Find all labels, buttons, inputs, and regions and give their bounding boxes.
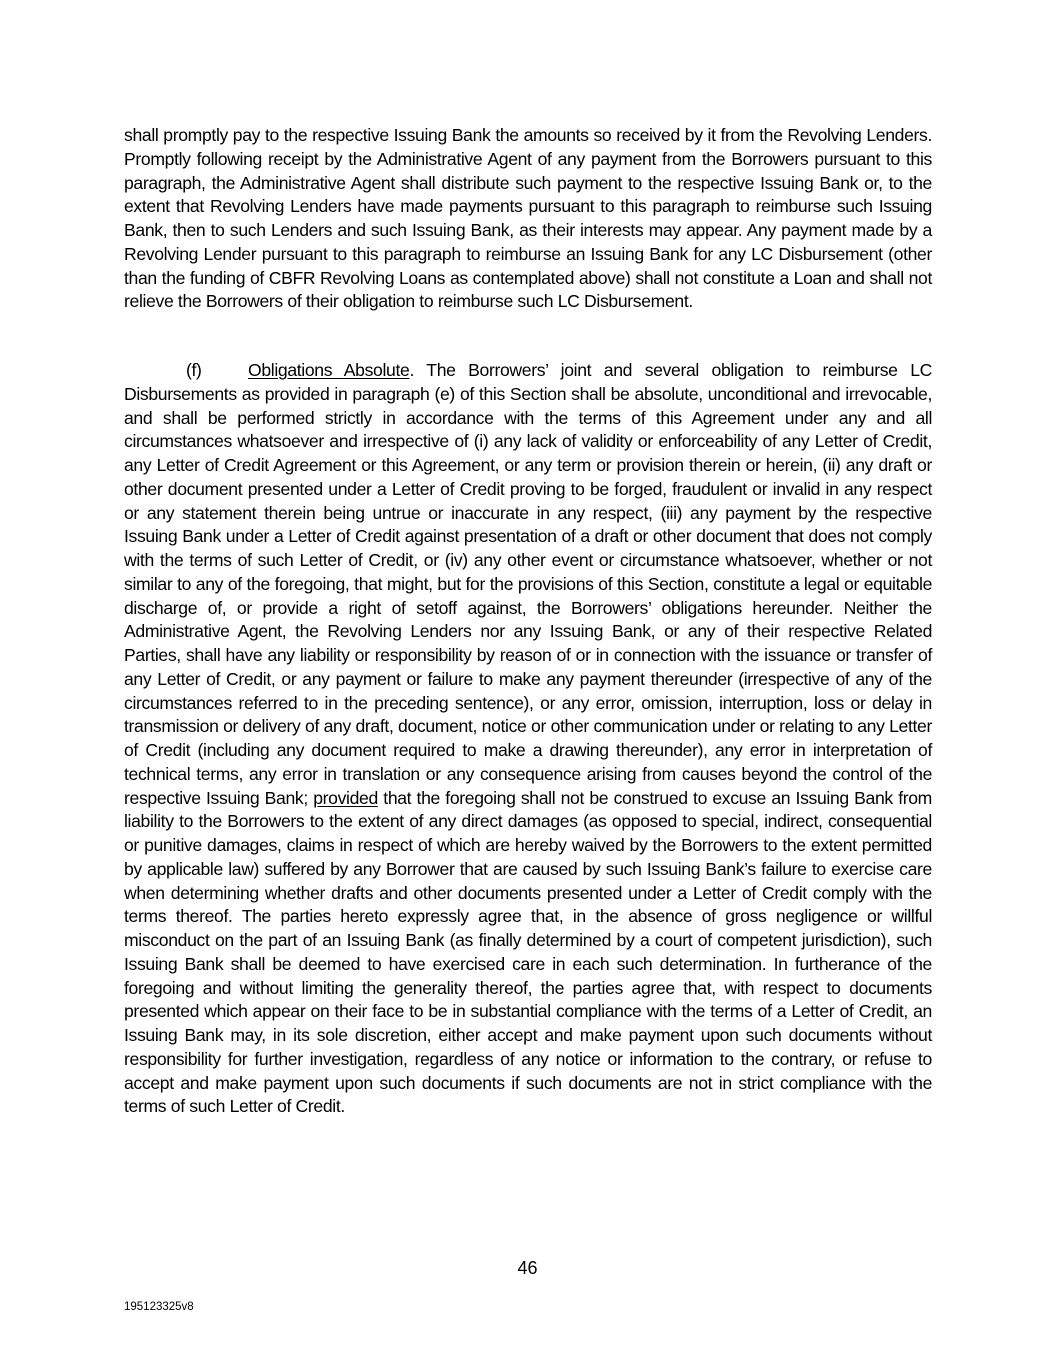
section-heading: Obligations Absolute [248,360,410,380]
paragraph-2-text-part-1: The Borrowers’ joint and several obligation to reimburse LC Disbursements as provided in paragraph (e) of this Section shall be absolute, unconditional and irrevocable, and shall be performed strictly in accordance with the terms of this Agreement under any and all circumstances whatsoever and irrespective of (i) any lack of validity or enforceability of any Letter of Credit, any Letter of Credit Agreement or this Agreement, or any term or provision therein or herein, (ii) any draft or other document presented under a Letter of Credit proving to be forged, fraudulent or invalid in any respect or any statement therein being untrue or inaccurate in any respect, (iii) any payment by the respective Issuing Bank under a Letter of Credit against presentation of a draft or other document that does not comply with the terms of such Letter of Credit, or (iv) any other event or circumstance whatsoever, whether or not similar to any of the foregoing, that might, but for the provisions of this Section, constitute a legal or equitable discharge of, or provide a right of setoff against, the Borrowers’ obligations hereunder. Neither the Administrative Agent, the Revolving Lenders nor any Issuing Bank, or any of their respective Related Parties, shall have any liability or responsibility by reason of or in connection with the issuance or transfer of any Letter of Credit, or any payment or failure to make any payment thereunder (irrespective of any of the circumstances referred to in the preceding sentence), or any error, omission, interruption, loss or delay in transmission or delivery of any draft, document, notice or other communication under or relating to any Letter of Credit (including any document required to make a drawing thereunder), any error in interpretation of technical terms, any error in translation or any consequence arising from causes beyond the control of the respective Issuing Bank; [124,360,933,808]
paragraph-obligations-absolute [124,359,932,1119]
paragraph-1-text: shall promptly pay to the respective Issuing Bank the amounts so received by it from the Revolving Lenders. Promptly following receipt by the Administrative Agent of any payment from the Borrowers pursuant to this paragraph, the Administrative Agent shall distribute such payment to the respective Issuing Bank or, to the extent that Revolving Lenders have made payments pursuant to this paragraph to reimburse such Issuing Bank, then to such Lenders and such Issuing Bank, as their interests may appear. Any payment made by a Revolving Lender pursuant to this paragraph to reimburse an Issuing Bank for any LC Disbursement (other than the funding of CBFR Revolving Loans as contemplated above) shall not constitute a Loan and shall not relieve the Borrowers of their obligation to reimburse such LC Disbursement. [124,125,932,312]
document-id: 195123325v8 [124,1301,194,1313]
paragraph-2-text-part-2: that the foregoing shall not be construed to excuse an Issuing Bank from liability to the Borrowers to the extent of any direct damages (as opposed to special, indirect, consequential or punitive damages, claims in respect of which are hereby waived by the Borrowers to the extent permitted by applicable law) suffered by any Borrower that are caused by such Issuing Bank’s failure to exercise care when determining whether drafts and other documents presented under a Letter of Credit comply with the terms thereof. The parties hereto expressly agree that, in the absence of gross negligence or willful misconduct on the part of an Issuing Bank (as finally determined by a court of competent jurisdiction), such Issuing Bank shall be deemed to have exercised care in each such determination. In furtherance of the foregoing and without limiting the generality thereof, the parties agree that, with respect to documents presented which appear on their face to be in substantial compliance with the terms of a Letter of Credit, an Issuing Bank may, in its sole discretion, either accept and make payment upon such documents without responsibility for further investigation, regardless of any notice or information to the contrary, or refuse to accept and make payment upon such documents if such documents are not in strict compliance with the terms of such Letter of Credit. [124,787,932,1117]
section-heading-period: . [409,360,415,380]
provided-term: provided [313,787,378,808]
page-number: 46 [517,1258,538,1278]
section-marker: (f) [186,360,202,380]
paragraph-continuation [124,124,932,314]
